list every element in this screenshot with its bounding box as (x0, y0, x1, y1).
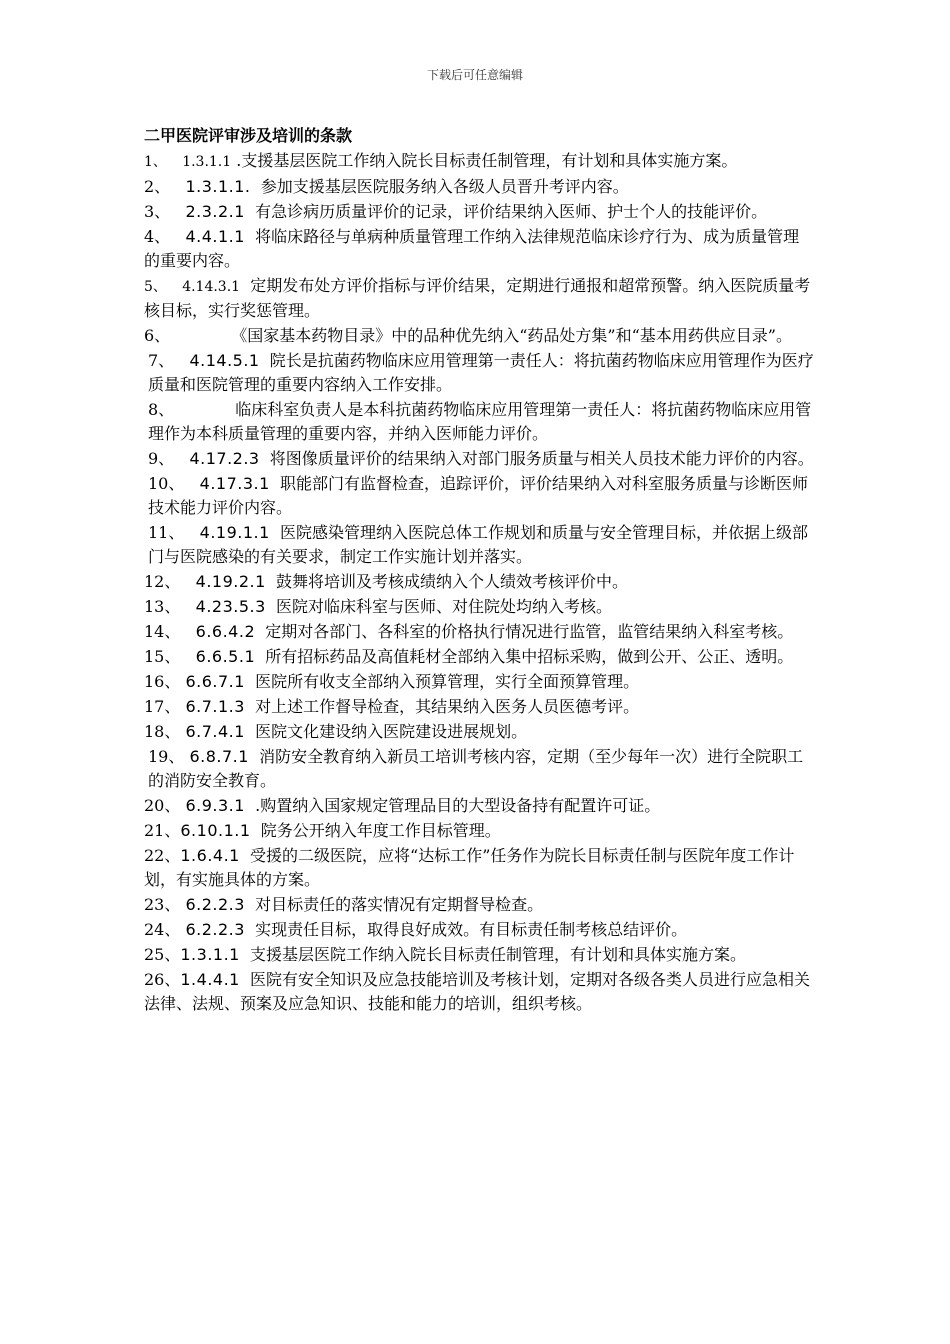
list-item (144, 595, 814, 619)
list-item (144, 695, 814, 719)
item-text: 将临床路径与单病种质量管理工作纳入法律规范临床诊疗行为、成为质量管理的重要内容。 (144, 227, 800, 270)
item-text: 实现责任目标，取得良好成效。有目标责任制考核总结评价。 (255, 920, 688, 939)
item-number: 26、 (144, 970, 181, 989)
item-text: 院务公开纳入年度工作目标管理。 (260, 821, 501, 840)
list-item (144, 398, 814, 446)
item-code: 6.6.4.2 (195, 622, 256, 641)
item-text: 临床科室负责人是本科抗菌药物临床应用管理第一责任人：将抗菌药物临床应用管理作为本科质量管理的重要内容，并纳入医师能力评价。 (148, 400, 812, 443)
list-item (144, 819, 814, 843)
item-code: 6.8.7.1 (189, 747, 249, 766)
item-code: 6.6.5.1 (195, 647, 256, 666)
item-code: 6.7.4.1 (185, 722, 245, 741)
list-item (144, 794, 814, 818)
item-code: 1.4.4.1 (180, 970, 240, 989)
item-number: 22、 (144, 846, 181, 865)
list-item (144, 324, 814, 348)
item-text: 对上述工作督导检查，其结果纳入医务人员医德考评。 (255, 697, 640, 716)
item-code: 6.9.3.1 (185, 796, 245, 815)
list-item (144, 620, 814, 644)
item-text: 鼓舞将培训及考核成绩纳入个人绩效考核评价中。 (275, 572, 628, 591)
item-number: 7、 (148, 351, 175, 370)
list-item (144, 447, 814, 471)
item-text: .支援基层医院工作纳入院长目标责任制管理，有计划和具体实施方案。 (236, 151, 738, 170)
item-code: 6.6.7.1 (185, 672, 245, 691)
list-item (144, 720, 814, 744)
list-item (144, 349, 814, 397)
item-text: 参加支援基层医院服务纳入各级人员晋升考评内容。 (260, 177, 629, 196)
item-text: .购置纳入国家规定管理品目的大型设备持有配置许可证。 (255, 796, 661, 815)
list-item (144, 745, 814, 793)
item-text: 支援基层医院工作纳入院长目标责任制管理，有计划和具体实施方案。 (250, 945, 747, 964)
item-code: 4.14.5.1 (189, 351, 260, 370)
item-number: 8、 (148, 400, 175, 419)
item-code: 4.19.2.1 (195, 572, 266, 591)
item-text: 将图像质量评价的结果纳入对部门服务质量与相关人员技术能力评价的内容。 (269, 449, 814, 468)
item-number: 25、 (144, 945, 181, 964)
item-number: 20、 (144, 796, 181, 815)
list-item (144, 274, 814, 323)
item-code: 4.14.3.1 (182, 279, 241, 295)
item-code: 4.17.2.3 (189, 449, 260, 468)
item-text: 对目标责任的落实情况有定期督导检查。 (255, 895, 544, 914)
list-item (144, 521, 814, 569)
list-item (144, 670, 814, 694)
item-code: 6.2.2.3 (185, 920, 245, 939)
item-number: 2、 (144, 177, 171, 196)
item-code: 1.3.1.1 (180, 945, 240, 964)
list-item (144, 893, 814, 917)
item-text: 医院所有收支全部纳入预算管理，实行全面预算管理。 (255, 672, 640, 691)
list-item (144, 918, 814, 942)
item-code: 6.2.2.3 (185, 895, 245, 914)
item-text: 医院对临床科室与医师、对住院处均纳入考核。 (275, 597, 612, 616)
item-code: 4.17.3.1 (199, 474, 270, 493)
list-item (144, 472, 814, 520)
document-body (144, 124, 814, 1017)
item-text: 消防安全教育纳入新员工培训考核内容，定期（至少每年一次）进行全院职工的消防安全教育。 (148, 747, 804, 790)
item-code: 6.10.1.1 (180, 821, 251, 840)
item-number: 1、 (144, 154, 167, 170)
item-number: 14、 (144, 622, 181, 641)
list-item (144, 149, 814, 174)
item-text: 定期对各部门、各科室的价格执行情况进行监管，监管结果纳入科室考核。 (265, 622, 794, 641)
item-text: 医院文化建设纳入医院建设进展规划。 (255, 722, 528, 741)
item-code: 1.6.4.1 (180, 846, 240, 865)
item-code: 4.23.5.3 (195, 597, 266, 616)
list-item (144, 175, 814, 199)
item-text: 医院有安全知识及应急技能培训及考核计划，定期对各级各类人员进行应急相关法律、法规、预案及应急知识、技能和能力的培训，组织考核。 (144, 970, 811, 1013)
item-number: 13、 (144, 597, 181, 616)
list-item (144, 968, 814, 1016)
item-number: 18、 (144, 722, 181, 741)
item-number: 10、 (148, 474, 185, 493)
item-text: 院长是抗菌药物临床应用管理第一责任人：将抗菌药物临床应用管理作为医疗质量和医院管理的重要内容纳入工作安排。 (148, 351, 814, 394)
item-code: 2.3.2.1 (185, 202, 245, 221)
item-code: 4.19.1.1 (199, 523, 270, 542)
item-number: 5、 (144, 279, 167, 295)
list-item (144, 225, 814, 273)
item-number: 11、 (148, 523, 185, 542)
item-text: 医院感染管理纳入医院总体工作规划和质量与安全管理目标，并依据上级部门与医院感染的有关要求，制定工作实施计划并落实。 (148, 523, 808, 566)
item-text: 《国家基本药物目录》中的品种优先纳入“药品处方集”和“基本用药供应目录”。 (231, 326, 792, 345)
header-note: 下载后可任意编辑 (426, 68, 523, 82)
item-text: 职能部门有监督检查，追踪评价，评价结果纳入对科室服务质量与诊断医师技术能力评价内容。 (148, 474, 808, 517)
item-number: 19、 (148, 747, 185, 766)
item-number: 9、 (148, 449, 175, 468)
item-number: 6、 (144, 326, 171, 345)
item-number: 4、 (144, 227, 171, 246)
list-item (144, 570, 814, 594)
item-text: 定期发布处方评价指标与评价结果，定期进行通报和超常预警。纳入医院质量考核目标，实行奖惩管理。 (144, 276, 811, 320)
list-item (144, 200, 814, 224)
item-text: 所有招标药品及高值耗材全部纳入集中招标采购，做到公开、公正、透明。 (265, 647, 794, 666)
item-number: 12、 (144, 572, 181, 591)
item-code: 1.3.1.1 (182, 154, 232, 170)
item-number: 21、 (144, 821, 181, 840)
list-item (144, 645, 814, 669)
list-item (144, 943, 814, 967)
item-code: 6.7.1.3 (185, 697, 245, 716)
item-code: 1.3.1.1. (185, 177, 251, 196)
item-text: 受援的二级医院，应将“达标工作”任务作为院长目标责任制与医院年度工作计划，有实施具体的方案。 (144, 846, 795, 889)
list-item (144, 844, 814, 892)
item-text: 有急诊病历质量评价的记录，评价结果纳入医师、护士个人的技能评价。 (255, 202, 768, 221)
item-number: 16、 (144, 672, 181, 691)
item-number: 24、 (144, 920, 181, 939)
document-title: 二甲医院评审涉及培训的条款 (144, 126, 353, 145)
item-number: 17、 (144, 697, 181, 716)
item-number: 15、 (144, 647, 181, 666)
item-number: 3、 (144, 202, 171, 221)
item-number: 23、 (144, 895, 181, 914)
item-code: 4.4.1.1 (185, 227, 245, 246)
